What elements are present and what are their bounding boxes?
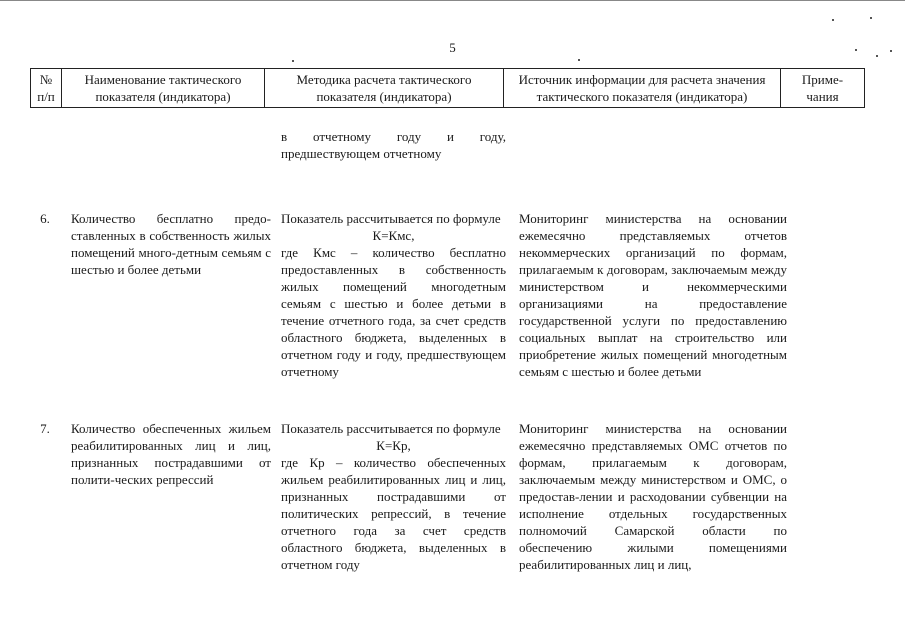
scan-speck <box>855 49 857 51</box>
page-top-edge <box>0 0 905 1</box>
page-number: 5 <box>449 40 456 55</box>
method-body: где Кмс – количество бесплатно предоставленных в собственность жилых помещений многодетным семьям с шестью и более детьми в течение отчетного года, за счет средств областного бюджета, выделенных в отчетном году и году, предшествующем отчетному <box>281 245 506 379</box>
formula: К=Кр, <box>376 438 411 453</box>
header-method: Методика расчета тактического показателя (индикатора) <box>265 69 504 108</box>
information-source: Мониторинг министерства на основании ежемесячно представляемых отчетов некоммерческих организаций по формам, прилагаемым к договорам, заключаемым между министерством и некоммерческими организациями на предоставление государственной услуги по предоставлению социальных выплат на строительство или приобретение жилых помещений многодетным семьям с шестью и более детьми <box>519 211 787 379</box>
scan-speck <box>876 55 878 57</box>
method-intro: Показатель рассчитывается по формуле <box>281 421 501 436</box>
method-intro: Показатель рассчитывается по формуле <box>281 211 501 226</box>
method-body: где Кр – количество обеспеченных жильем реабилитированных лиц и лиц, признанных пострадавшими от политических репрессий, в течение отчетного года за счет средств областного бюджета, выделенных в отчетном году <box>281 455 506 572</box>
calculation-method <box>281 210 506 380</box>
indicator-name: Количество бесплатно предо-ставленных в собственность жилых помещений много-детным семьям с шестью и более детьми <box>71 211 271 277</box>
table-header <box>30 68 865 108</box>
row-number: 6. <box>40 211 50 226</box>
scan-speck <box>578 59 580 61</box>
scan-speck <box>832 19 834 21</box>
continuation-text: в отчетному году и году, предшествующем отчетному <box>281 129 506 161</box>
scan-speck <box>870 17 872 19</box>
calculation-method <box>281 420 506 573</box>
indicator-name: Количество обеспеченных жильем реабилитированных лиц и лиц, признанных пострадавшими от полити-ческих репрессий <box>71 421 271 487</box>
formula: К=Кмс, <box>372 228 415 243</box>
header-num: № п/п <box>31 69 62 108</box>
header-name: Наименование тактического показателя (индикатора) <box>62 69 265 108</box>
row-number: 7. <box>40 421 50 436</box>
information-source: Мониторинг министерства на основании ежемесячно представляемых ОМС отчетов по формам, прилагаемым к договорам, заключаемым между министерством и ОМС, о предостав-лении и расходовании субвенции на исполнение отдельных государственных полномочий Самарской области по обеспечению жилыми помещениями реабилитированных лиц и лиц, <box>519 421 787 572</box>
header-source: Источник информации для расчета значения тактического показателя (индикатора) <box>504 69 781 108</box>
scan-speck <box>890 50 892 52</box>
scan-speck <box>292 60 294 62</box>
header-notes: Приме- чания <box>781 69 865 108</box>
